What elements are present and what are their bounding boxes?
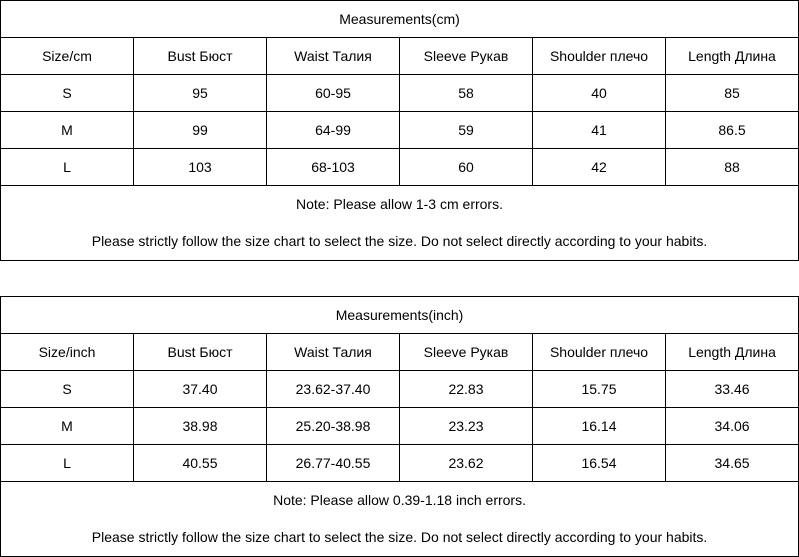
size-chart-cm-table <box>0 0 799 261</box>
table-row <box>1 445 799 482</box>
header-shoulder: Shoulder плечо <box>533 38 666 75</box>
cell-waist: 26.77-40.55 <box>267 445 400 482</box>
cell-sleeve: 22.83 <box>400 371 533 408</box>
cell-waist: 25.20-38.98 <box>267 408 400 445</box>
table-row <box>1 408 799 445</box>
error-note: Note: Please allow 0.39-1.18 inch errors. <box>273 492 526 508</box>
table-title-row <box>1 297 799 334</box>
table-row <box>1 112 799 149</box>
table-header-row <box>1 334 799 371</box>
table-row <box>1 149 799 186</box>
table-notes <box>1 482 799 557</box>
cell-shoulder: 16.54 <box>533 445 666 482</box>
cell-shoulder: 16.14 <box>533 408 666 445</box>
table-row <box>1 371 799 408</box>
cell-shoulder: 40 <box>533 75 666 112</box>
header-waist: Waist Талия <box>267 334 400 371</box>
table-row <box>1 75 799 112</box>
cell-sleeve: 59 <box>400 112 533 149</box>
cell-size: S <box>1 371 134 408</box>
cell-size: L <box>1 149 134 186</box>
header-length: Length Длина <box>666 38 799 75</box>
cell-shoulder: 15.75 <box>533 371 666 408</box>
size-instruction: Please strictly follow the size chart to select the size. Do not select directly according to your habits. <box>91 529 708 545</box>
table-notes-row <box>1 186 799 261</box>
cell-size: M <box>1 112 134 149</box>
table-title: Measurements(cm) <box>1 1 799 38</box>
size-instruction: Please strictly follow the size chart to select the size. Do not select directly according to your habits. <box>91 233 708 249</box>
table-title-row <box>1 1 799 38</box>
cell-size: L <box>1 445 134 482</box>
cell-length: 33.46 <box>666 371 799 408</box>
header-length: Length Длина <box>666 334 799 371</box>
cell-size: S <box>1 75 134 112</box>
cell-size: M <box>1 408 134 445</box>
cell-waist: 68-103 <box>267 149 400 186</box>
cell-length: 34.06 <box>666 408 799 445</box>
cell-sleeve: 23.23 <box>400 408 533 445</box>
cell-bust: 38.98 <box>134 408 267 445</box>
header-bust: Bust Бюст <box>134 334 267 371</box>
header-size: Size/cm <box>1 38 134 75</box>
header-waist: Waist Талия <box>267 38 400 75</box>
error-note: Note: Please allow 1-3 cm errors. <box>296 196 503 212</box>
size-chart-inch-table <box>0 296 799 557</box>
cell-length: 86.5 <box>666 112 799 149</box>
header-sleeve: Sleeve Рукав <box>400 334 533 371</box>
cell-waist: 60-95 <box>267 75 400 112</box>
table-notes-row <box>1 482 799 557</box>
cell-waist: 23.62-37.40 <box>267 371 400 408</box>
cell-bust: 40.55 <box>134 445 267 482</box>
cell-bust: 103 <box>134 149 267 186</box>
cell-length: 34.65 <box>666 445 799 482</box>
cell-bust: 99 <box>134 112 267 149</box>
cell-bust: 37.40 <box>134 371 267 408</box>
header-shoulder: Shoulder плечо <box>533 334 666 371</box>
cell-waist: 64-99 <box>267 112 400 149</box>
table-notes <box>1 186 799 261</box>
header-size: Size/inch <box>1 334 134 371</box>
cell-length: 88 <box>666 149 799 186</box>
header-sleeve: Sleeve Рукав <box>400 38 533 75</box>
table-title: Measurements(inch) <box>1 297 799 334</box>
cell-length: 85 <box>666 75 799 112</box>
table-header-row <box>1 38 799 75</box>
cell-sleeve: 58 <box>400 75 533 112</box>
cell-shoulder: 41 <box>533 112 666 149</box>
cell-shoulder: 42 <box>533 149 666 186</box>
cell-sleeve: 60 <box>400 149 533 186</box>
cell-sleeve: 23.62 <box>400 445 533 482</box>
cell-bust: 95 <box>134 75 267 112</box>
header-bust: Bust Бюст <box>134 38 267 75</box>
